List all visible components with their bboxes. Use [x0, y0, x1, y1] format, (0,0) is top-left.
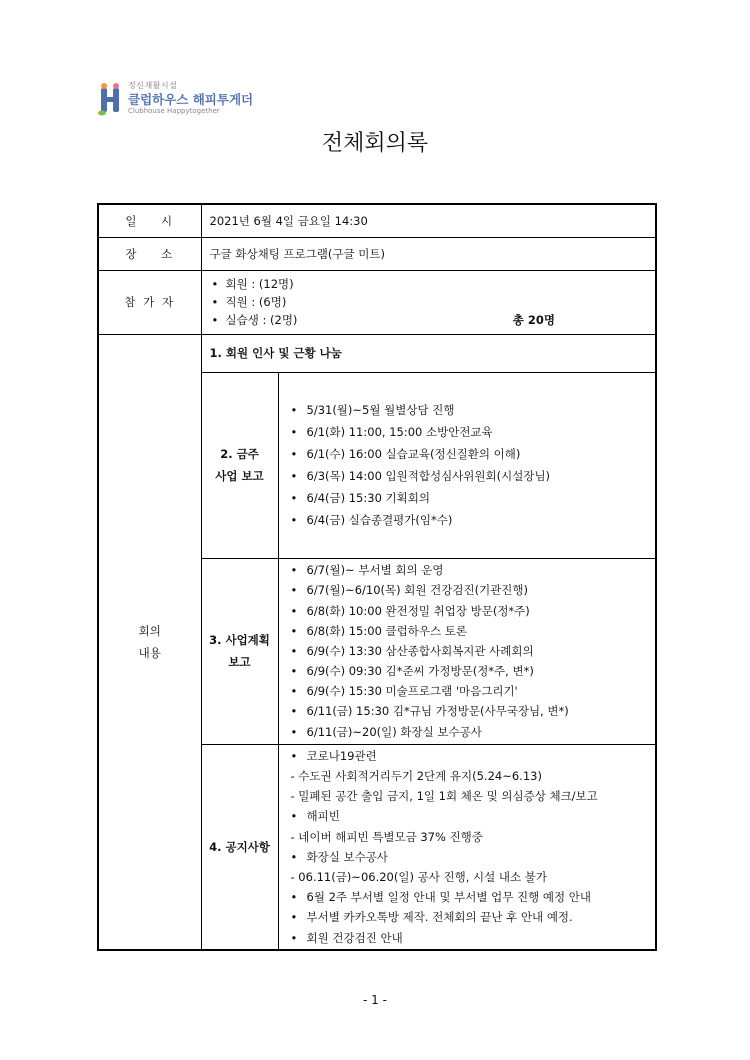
list-item: • 6/1(수) 16:00 실습교육(정신질환의 이해) [291, 443, 656, 465]
list-item: • 5/31(월)~5월 월별상담 진행 [291, 399, 656, 421]
list-item: • 6/4(금) 15:30 기획회의 [291, 487, 656, 509]
section4-title: 4. 공지사항 [209, 839, 270, 854]
list-item: • 6/9(수) 09:30 김*준씨 가정방문(정*주, 변*) [291, 661, 656, 681]
participants-row [98, 270, 656, 334]
place-label: 장 소 [98, 237, 201, 270]
section2-title [201, 372, 278, 558]
list-item: • 6/9(수) 15:30 미술프로그램 '마음그리기' [291, 681, 656, 701]
logo-h-mark-icon [98, 82, 124, 116]
list-item: - 수도권 사회적거리두기 2단계 유지(5.24~6.13) [290, 769, 542, 783]
list-item: • 6/3(목) 14:00 입원적합성심사위원회(시설장님) [291, 465, 656, 487]
participants-cell [201, 270, 656, 334]
participant-trainees [212, 311, 656, 329]
list-item: - 네이버 해피빈 특별모금 37% 진행중 [290, 829, 483, 844]
meeting-content-label-line2: 내용 [138, 645, 161, 660]
notice-list [279, 746, 656, 948]
section1-row [98, 334, 656, 372]
document-title: 전체회의록 [321, 131, 429, 156]
list-item: • 코로나19관련 [291, 746, 656, 766]
section3-title [201, 558, 278, 744]
list-item: • 6/9(수) 13:30 삼산종합사회복지관 사례회의 [291, 641, 656, 661]
list-item: - 06.11(금)~06.20(일) 공사 진행, 시설 내소 불가 [290, 869, 547, 884]
list-item: • 부서별 카카오톡방 제작. 전체회의 끝난 후 안내 예정. [291, 907, 656, 927]
meeting-content-label [98, 334, 201, 950]
list-item: • 회원 건강검진 안내 [291, 928, 656, 948]
list-item: • 6월 2주 부서별 일정 안내 및 부서별 업무 진행 예정 안내 [291, 887, 656, 907]
place-value: 구글 화상채팅 프로그램(구글 미트) [201, 237, 656, 270]
section4-title-cell [201, 744, 278, 950]
section1-title: 1. 회원 인사 및 근황 나눔 [201, 334, 656, 372]
meeting-content-label-line1: 회의 [138, 623, 161, 638]
organization-logo [98, 80, 258, 120]
list-item: • 6/8(화) 10:00 완전정밀 취업장 방문(정*주) [291, 601, 656, 621]
participants-label: 참 가 자 [98, 270, 201, 334]
list-item: • 해피빈 [291, 806, 656, 826]
section4-content [278, 744, 656, 950]
section3-title-line1: 3. 사업계획 [209, 633, 270, 647]
participants-total: 총 20명 [512, 313, 556, 327]
logo-english-name: Clubhouse Happytogether [128, 107, 220, 115]
list-item: • 6/11(금) 15:30 김*규님 가정방문(사무국장님, 변*) [291, 701, 656, 721]
section3-content [278, 558, 656, 744]
place-row [98, 237, 656, 270]
date-label: 일 시 [98, 204, 201, 237]
participants-list [202, 275, 656, 329]
logo-name: 클럽하우스 해피투게더 [128, 92, 254, 107]
section3-title-line2: 보고 [228, 655, 251, 669]
date-row [98, 204, 656, 237]
section2-title-line2: 사업 보고 [215, 469, 264, 483]
date-value: 2021년 6월 4일 금요일 14:30 [201, 204, 656, 237]
participant-members: • 회원 : (12명) [212, 275, 656, 293]
logo-subtitle: 정신재활시설 [128, 81, 178, 90]
participant-staff: • 직원 : (6명) [212, 293, 656, 311]
minutes-table [97, 203, 657, 951]
business-plan-list [279, 560, 656, 742]
list-item: • 6/8(화) 15:00 클럽하우스 토론 [291, 621, 656, 641]
participant-trainees-text: 실습생 : (2명) [225, 313, 298, 327]
weekly-report-list [279, 399, 656, 531]
list-item: • 6/11(금)~20(일) 화장실 보수공사 [291, 722, 656, 742]
list-item: • 6/7(월)~6/10(목) 회원 건강검진(기관진행) [291, 580, 656, 600]
list-item: • 화장실 보수공사 [291, 847, 656, 867]
section2-title-line1: 2. 금주 [220, 447, 259, 461]
list-item: • 6/4(금) 실습종결평가(임*수) [291, 509, 656, 531]
list-item: - 밀폐된 공간 출입 금지, 1일 1회 체온 및 의심증상 체크/보고 [290, 789, 598, 804]
section2-content [278, 372, 656, 558]
list-item: • 6/1(화) 11:00, 15:00 소방안전교육 [291, 421, 656, 443]
page-number: - 1 - [363, 993, 387, 1007]
list-item: • 6/7(월)~ 부서별 회의 운영 [291, 560, 656, 580]
